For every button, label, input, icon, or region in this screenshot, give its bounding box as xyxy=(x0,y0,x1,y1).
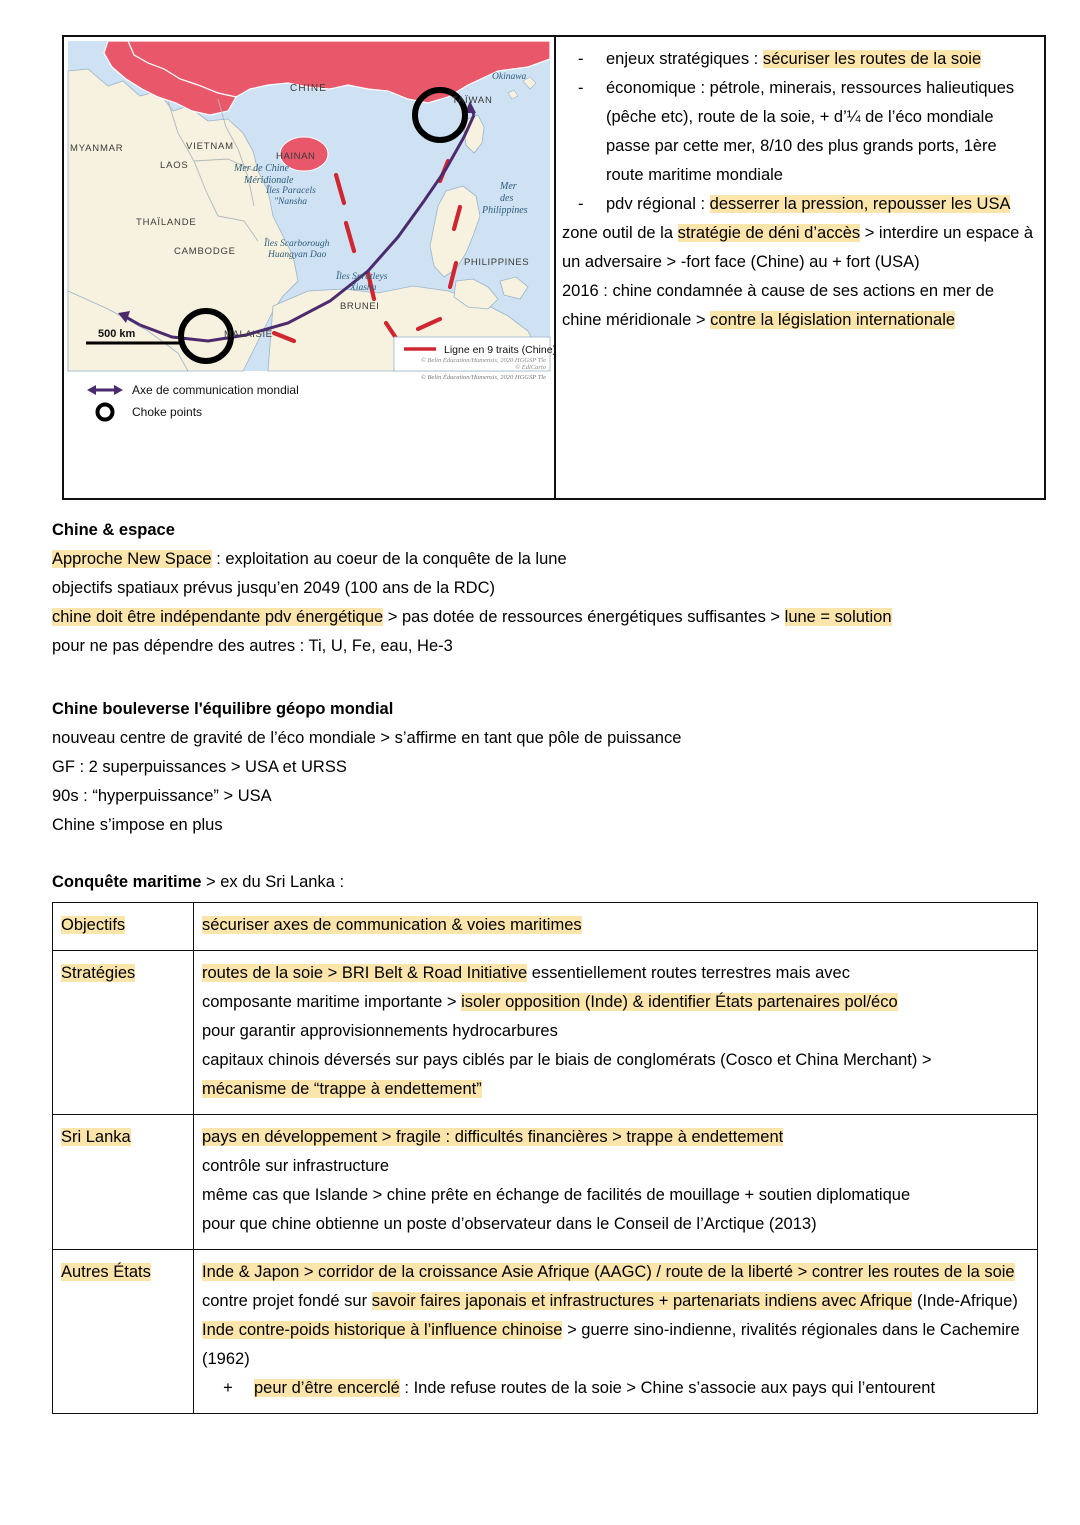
table-row xyxy=(53,1250,1038,1414)
map-legend xyxy=(82,379,542,423)
autres-l3-highlight: Inde contre-poids historique à l’influence chinoise xyxy=(202,1321,563,1339)
map-label-mer-phil-2: des xyxy=(500,193,514,204)
equilibre-line-4: Chine s’impose en plus xyxy=(52,816,223,834)
map-label-philippines: PHILIPPINES xyxy=(464,257,530,268)
note-b3-highlight: desserrer la pression, repousser les USA xyxy=(709,195,1011,213)
key-label-autres-etats: Autres États xyxy=(61,1263,151,1281)
espace-line-3 xyxy=(52,603,1042,632)
note-bullet-2 xyxy=(562,74,1038,190)
autres-line-3 xyxy=(202,1316,1029,1374)
strategies-l2-highlight: isoler opposition (Inde) & identifier États partenaires pol/éco xyxy=(461,993,898,1011)
autres-line-2 xyxy=(202,1287,1029,1316)
map-label-taiwan: TAÏWAN xyxy=(452,95,493,106)
table-cell-value-autres-etats xyxy=(194,1250,1038,1414)
note-p2-a: 2016 : chine condamnée à cause de ses actions en mer de chine méridionale > xyxy=(562,282,995,329)
table-cell-value-objectifs xyxy=(194,903,1038,951)
heading-chine-espace: Chine & espace xyxy=(52,521,175,539)
note-bullet-3 xyxy=(562,190,1038,219)
table-row xyxy=(53,903,1038,951)
autres-l1-highlight: Inde & Japon > corridor de la croissance Asie Afrique (AAGC) / route de la liberté > contrer les routes de la soie xyxy=(202,1263,1015,1281)
map-label-okinawa: Okinawa xyxy=(492,72,527,82)
autres-l2-highlight: savoir faires japonais et infrastructures + partenariats indiens avec Afrique xyxy=(371,1292,913,1310)
equilibre-line-1: nouveau centre de gravité de l’éco mondiale > s’affirme en tant que pôle de puissance xyxy=(52,729,682,747)
note-p2-highlight: contre la législation internationale xyxy=(710,311,956,329)
table-cell-key-autres-etats xyxy=(53,1250,194,1414)
map-label-thailande: THAÏLANDE xyxy=(136,217,197,228)
espace-l3-highlight-b: lune = solution xyxy=(784,608,892,626)
map-label-cambodge: CAMBODGE xyxy=(174,246,236,257)
key-label-objectifs: Objectifs xyxy=(61,916,126,934)
heading-chine-bouleverse: Chine bouleverse l'équilibre géopo mondial xyxy=(52,700,394,718)
strategies-line-3: pour garantir approvisionnements hydrocarbures xyxy=(202,1022,558,1040)
objectifs-l1-highlight: sécuriser axes de communication & voies maritimes xyxy=(202,916,582,934)
map-label-mer-chine-2: Méridionale xyxy=(244,175,294,186)
autres-plus-rest: : Inde refuse routes de la soie > Chine s’associe aux pays qui l’entourent xyxy=(399,1379,936,1397)
heading-conquete-maritime xyxy=(52,868,1042,897)
legend-item-axis xyxy=(82,379,542,401)
map-label-hainan: HAINAN xyxy=(276,151,316,162)
autres-plus-text xyxy=(254,1374,935,1403)
table-cell-key-objectifs xyxy=(53,903,194,951)
espace-l1-highlight: Approche New Space xyxy=(52,550,212,568)
note-paragraph-1 xyxy=(562,219,1038,277)
table-cell-key-strategies xyxy=(53,951,194,1115)
map-label-malaisie: MALAISIE xyxy=(224,329,273,340)
map-label-mer-chine-1: Mer de Chine xyxy=(234,163,289,174)
table-row xyxy=(53,951,1038,1115)
note-b3-lead: pdv régional : xyxy=(606,195,710,213)
bullet-dash-icon: - xyxy=(578,79,584,97)
srilanka-line-3: même cas que Islande > chine prête en échange de facilités de mouillage + soutien diplomatique xyxy=(202,1186,911,1204)
plus-marker-icon: + xyxy=(223,1379,233,1397)
strategies-l1-highlight: routes de la soie > BRI Belt & Road Initiative xyxy=(202,964,528,982)
equilibre-line-2: GF : 2 superpuissances > USA et URSS xyxy=(52,758,347,776)
conquete-heading-strong: Conquête maritime xyxy=(52,873,202,891)
legend-label-axis: Axe de communication mondial xyxy=(132,383,299,397)
map-nine-dash-legend-text: Ligne en 9 traits (Chine) xyxy=(444,344,557,356)
espace-line-2: objectifs spatiaux prévus jusqu’en 2049 (100 ans de la RDC) xyxy=(52,579,496,597)
map-label-laos: LAOS xyxy=(160,160,189,171)
map-label-vietnam: VIETNAM xyxy=(186,141,234,152)
note-b1-highlight: sécuriser les routes de la soie xyxy=(762,50,982,68)
map-label-paracels-2: "Nansha xyxy=(274,197,308,207)
map-label-spratleys-2: Xiasha xyxy=(350,283,377,293)
section-chine-bouleverse xyxy=(52,695,1042,840)
map-label-scarborough-2: Huangyan Dao xyxy=(268,250,327,260)
srilanka-line-4: pour que chine obtienne un poste d’observateur dans le Conseil de l’Arctique (2013) xyxy=(202,1215,817,1233)
table-cell-value-strategies xyxy=(194,951,1038,1115)
map-label-scarborough-1: Îles Scarborough xyxy=(264,239,330,249)
map-credit-line-1: © Belin Éducation/Humensis, 2020 HGGSP Tle xyxy=(420,374,546,381)
note-p1-a: zone outil de la xyxy=(562,224,678,242)
legend-label-choke: Choke points xyxy=(132,405,203,419)
note-paragraph-2 xyxy=(562,277,1038,335)
espace-l3-highlight-a: chine doit être indépendante pdv énergétique xyxy=(52,608,384,626)
strategies-l5-highlight: mécanisme de “trappe à endettement” xyxy=(202,1080,482,1098)
map-scale-text: 500 km xyxy=(98,328,136,340)
table-row xyxy=(53,1115,1038,1250)
note-bullet-1-text xyxy=(606,45,1038,74)
autres-line-1 xyxy=(202,1258,1029,1287)
srilanka-line-2: contrôle sur infrastructure xyxy=(202,1157,390,1175)
map-svg xyxy=(68,41,557,381)
strategies-line-1 xyxy=(202,959,1029,988)
conquete-heading-rest: > ex du Sri Lanka : xyxy=(201,873,345,891)
table-cell-key-sri-lanka xyxy=(53,1115,194,1250)
double-arrow-icon xyxy=(82,382,128,398)
strategies-line-4: capitaux chinois déversés sur pays ciblés par le biais de conglomérats (Cosco et China Merchant) > xyxy=(202,1051,932,1069)
bullet-dash-icon: - xyxy=(578,50,584,68)
map-label-spratleys-1: Îles Spratleys xyxy=(336,272,388,282)
note-p1-b: > interdire un espace à un adversaire > -fort face (Chine) au + fort (USA) xyxy=(562,224,1034,271)
notes-panel xyxy=(556,37,1044,498)
map-credit-1: © Belin Éducation/Humensis, 2020 HGGSP Tle xyxy=(420,357,546,364)
espace-l3-mid: > pas dotée de ressources énergétiques suffisantes > xyxy=(383,608,785,626)
espace-line-1 xyxy=(52,545,1042,574)
map-image xyxy=(68,41,557,381)
espace-l1-rest: : exploitation au coeur de la conquête de la lune xyxy=(211,550,567,568)
note-b1-lead: enjeux stratégiques : xyxy=(606,50,763,68)
note-bullet-3-text xyxy=(606,190,1038,219)
srilanka-line-1 xyxy=(202,1123,1029,1152)
key-label-sri-lanka: Sri Lanka xyxy=(61,1128,131,1146)
map-label-myanmar: MYANMAR xyxy=(70,143,124,154)
autres-l2-b: (Inde-Afrique) xyxy=(912,1292,1018,1310)
map-label-chine: CHINE xyxy=(290,83,328,94)
top-figure-box xyxy=(62,35,1046,500)
equilibre-line-3: 90s : “hyperpuissance” > USA xyxy=(52,787,272,805)
note-bullet-1 xyxy=(562,45,1038,74)
map-label-mer-phil-1: Mer xyxy=(500,181,517,192)
map-label-mer-phil-3: Philippines xyxy=(482,205,528,216)
srilanka-l1-highlight: pays en développement > fragile : difficultés financières > trappe à endettement xyxy=(202,1128,784,1146)
map-credit-2: © ÉdiCarto xyxy=(515,364,546,371)
legend-item-choke xyxy=(82,401,542,423)
strategies-line-5 xyxy=(202,1075,1029,1104)
key-label-strategies: Stratégies xyxy=(61,964,136,982)
autres-plus-highlight: peur d’être encerclé xyxy=(254,1379,400,1397)
strategies-l1-rest: essentiellement routes terrestres mais avec xyxy=(527,964,850,982)
espace-line-4: pour ne pas dépendre des autres : Ti, U, Fe, eau, He-3 xyxy=(52,637,453,655)
map-label-paracels-1: Îles Paracels xyxy=(266,186,316,196)
strategies-l2-a: composante maritime importante > xyxy=(202,993,462,1011)
autres-l2-a: contre projet fondé sur xyxy=(202,1292,372,1310)
map-panel xyxy=(64,37,556,498)
autres-l3-rest: > guerre sino-indienne, rivalités régionales dans le Cachemire (1962) xyxy=(202,1321,1020,1368)
objectifs-line-1 xyxy=(202,911,1029,940)
autres-plus-line xyxy=(202,1374,1029,1403)
map-label-brunei: BRUNEI xyxy=(340,301,380,312)
section-conquete-maritime xyxy=(52,868,1042,897)
strategies-line-2 xyxy=(202,988,1029,1017)
table-cell-value-sri-lanka xyxy=(194,1115,1038,1250)
circle-outline-icon xyxy=(82,402,128,422)
note-bullet-2-text: économique : pétrole, minerais, ressources halieutiques (pêche etc), route de la soie, + d’¼ de l’éco mondiale passe par cette mer, 8/10 des plus grands ports, 1ère route maritime mondiale xyxy=(606,79,1015,184)
note-p1-highlight: stratégie de déni d’accès xyxy=(677,224,861,242)
conquete-maritime-table xyxy=(52,902,1038,1414)
bullet-dash-icon: - xyxy=(578,195,584,213)
section-chine-espace xyxy=(52,516,1042,661)
